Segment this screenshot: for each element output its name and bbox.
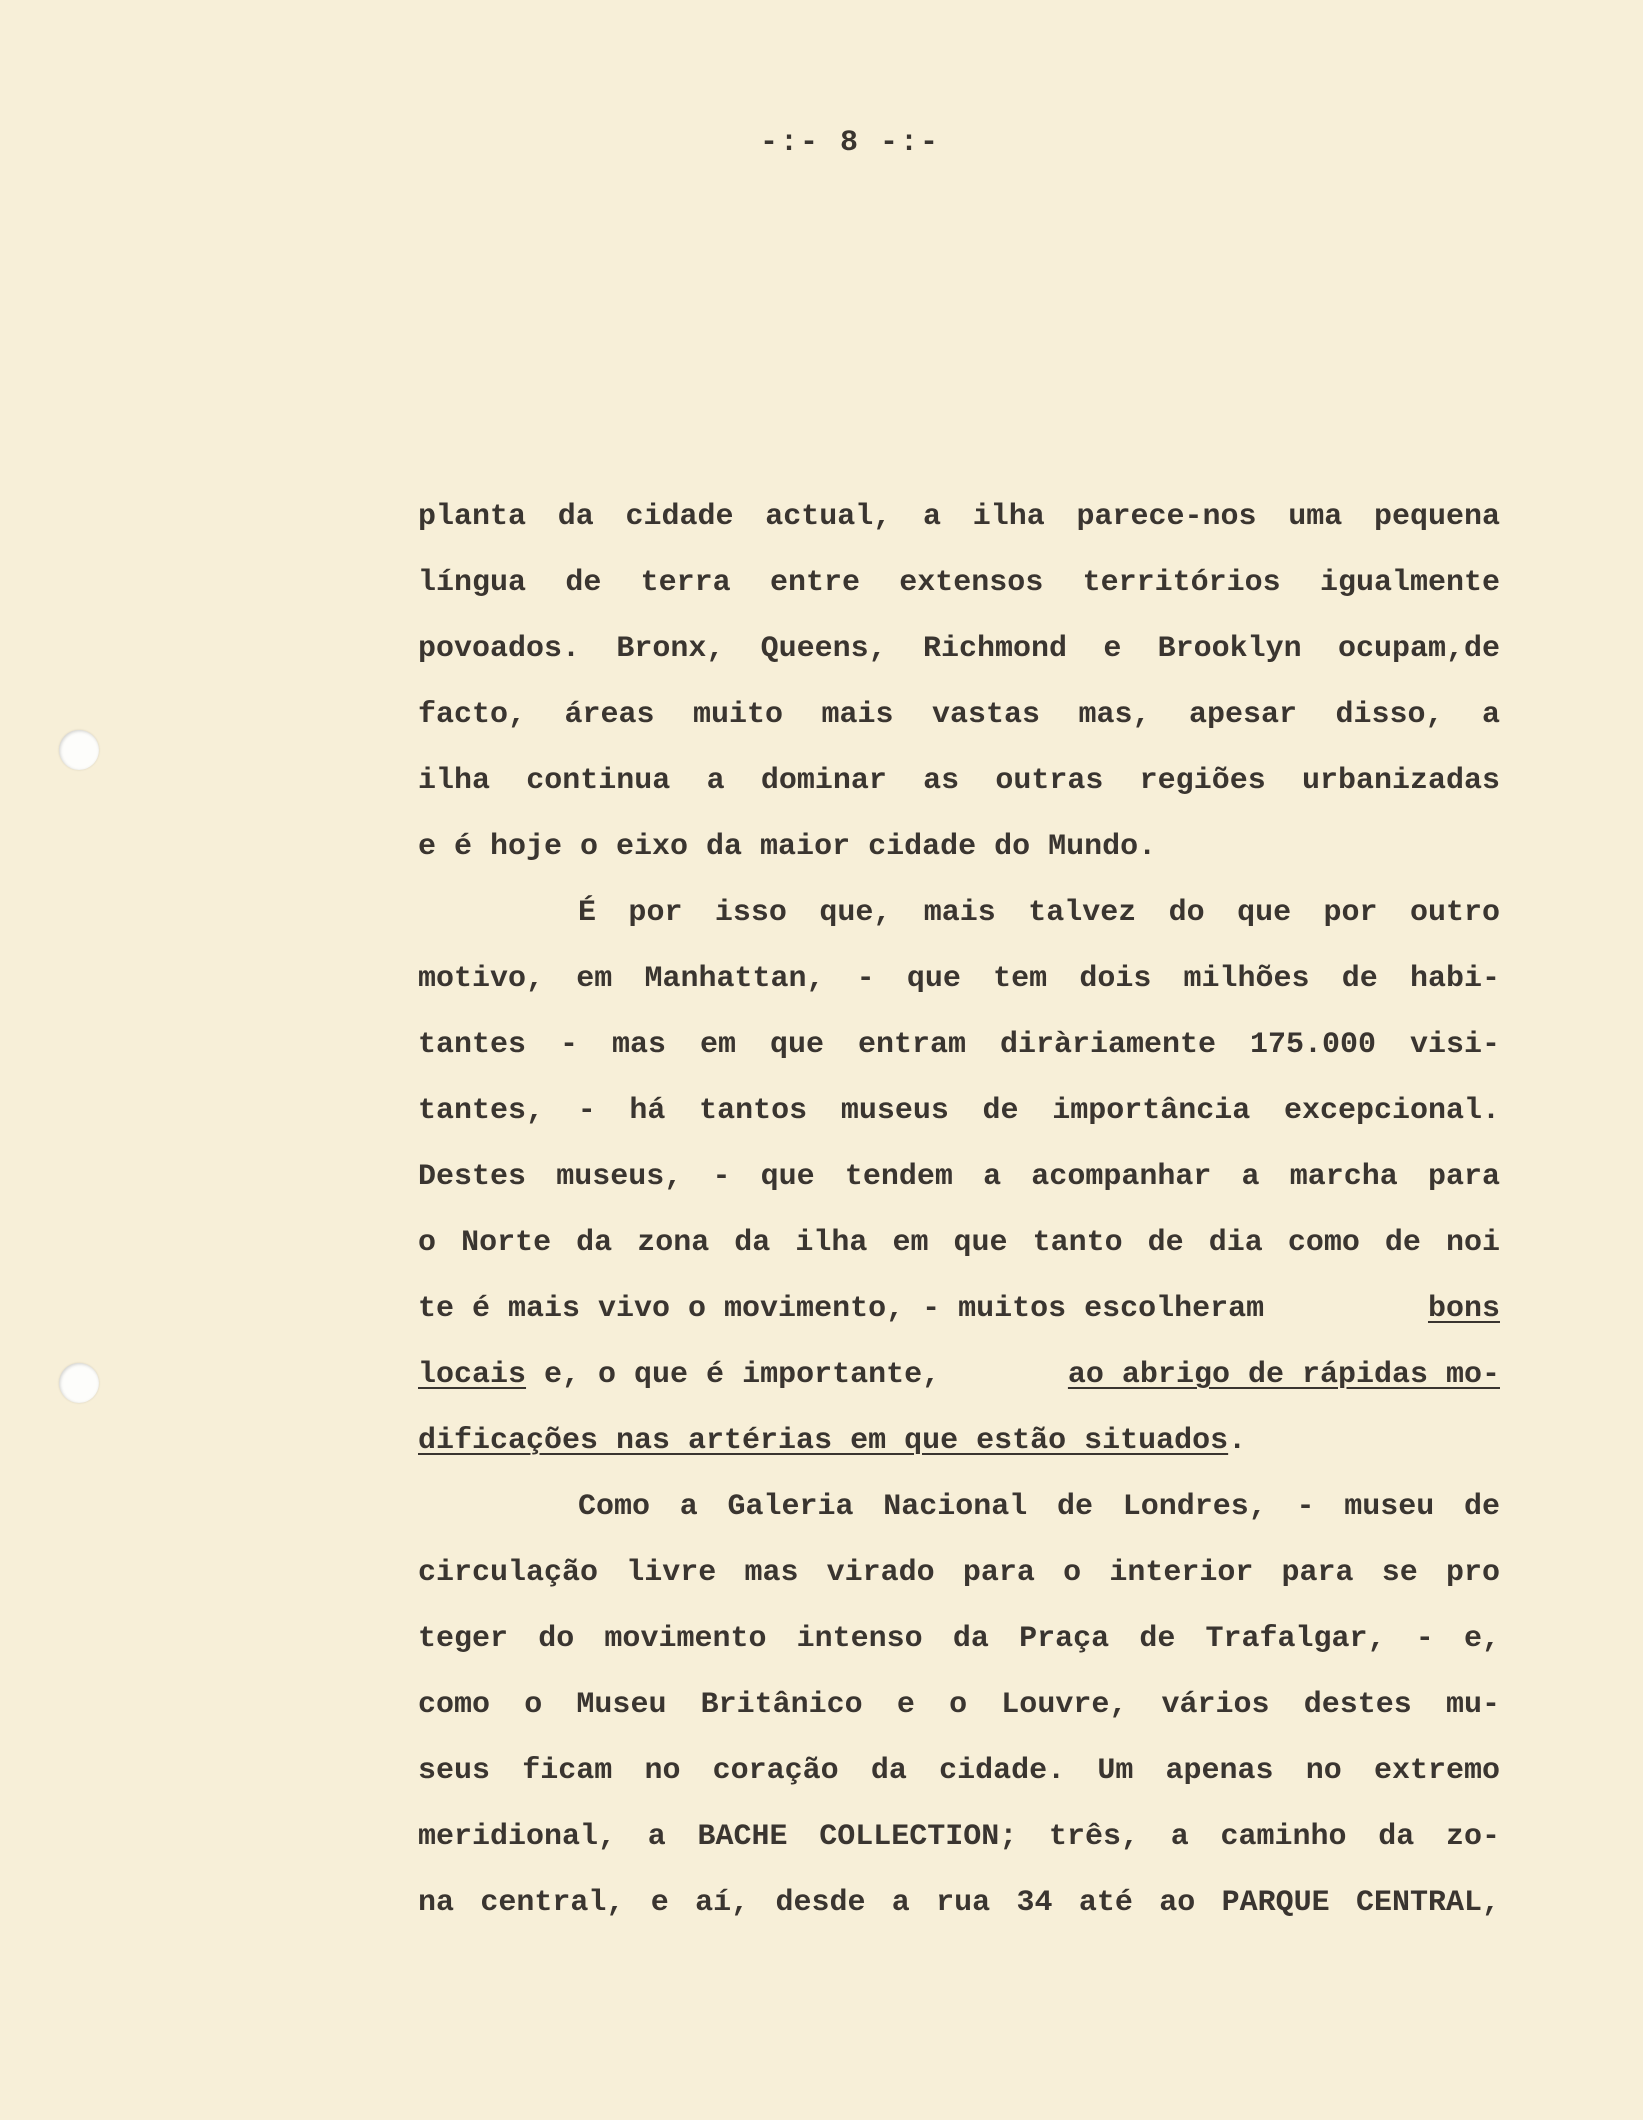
text-line [418,1342,1500,1408]
text-line: e é hoje o eixo da maior cidade do Mundo. [418,830,1157,864]
text-line: língua de terra entre extensos territórios igualmente [418,566,1500,600]
text-segment: te é mais vivo o movimento, - muitos escolheram [418,1292,1283,1326]
text-line: como o Museu Britânico e o Louvre, vários destes mu- [418,1688,1500,1722]
text-line: tantes - mas em que entram diràriamente 175.000 visi- [418,1028,1500,1062]
text-line: meridional, a BACHE COLLECTION; três, a caminho da zo- [418,1820,1500,1854]
text-line [418,1408,1500,1474]
text-line: Destes museus, - que tendem a acompanhar a marcha para [418,1160,1500,1194]
text-line: seus ficam no coração da cidade. Um apenas no extremo [418,1754,1500,1788]
text-line: circulação livre mas virado para o interior para se pro [418,1556,1500,1590]
text-line: teger do movimento intenso da Praça de Trafalgar, - e, [418,1622,1500,1656]
text-line: Como a Galeria Nacional de Londres, - museu de [578,1490,1500,1524]
text-line: tantes, - há tantos museus de importância excepcional. [418,1094,1500,1128]
underlined-text: bons [1427,1292,1500,1326]
underlined-text: dificações nas artérias em que estão situados [418,1424,1229,1458]
text-line: ilha continua a dominar as outras regiões urbanizadas [418,764,1500,798]
body-text [418,484,1500,1936]
text-line: o Norte da zona da ilha em que tanto de dia como de noi [418,1226,1500,1260]
text-line: povoados. Bronx, Queens, Richmond e Brooklyn ocupam,de [418,632,1500,666]
text-line: na central, e aí, desde a rua 34 até ao PARQUE CENTRAL, [418,1886,1500,1920]
punch-hole-top [59,730,99,770]
text-line [418,1276,1500,1342]
text-segment: . [1228,1424,1247,1458]
underlined-text: ao abrigo de rápidas mo- [1067,1358,1500,1392]
page-number: -:- 8 -:- [759,126,941,160]
text-line: É por isso que, mais talvez do que por outro [578,896,1500,930]
text-line: facto, áreas muito mais vastas mas, apesar disso, a [418,698,1500,732]
text-line: motivo, em Manhattan, - que tem dois milhões de habi- [418,962,1500,996]
text-segment: e, o que é importante, [526,1358,959,1392]
punch-hole-bottom [59,1363,99,1403]
underlined-text: locais [418,1358,527,1392]
text-line: planta da cidade actual, a ilha parece-nos uma pequena [418,500,1500,534]
